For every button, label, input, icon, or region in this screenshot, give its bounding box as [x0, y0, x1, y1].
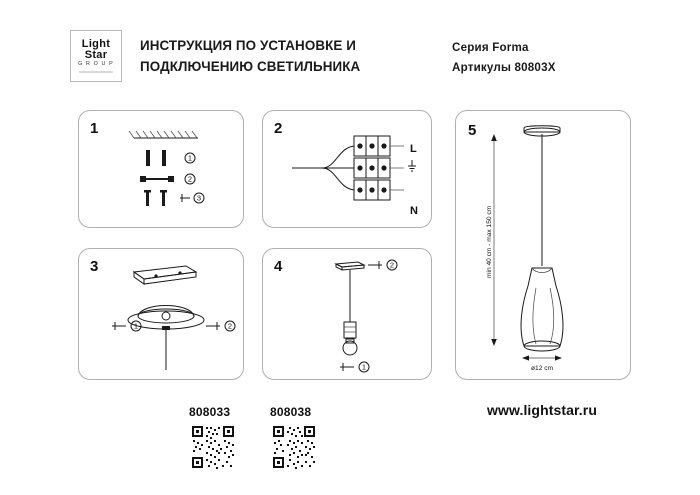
website-url[interactable]: www.lightstar.ru — [487, 402, 597, 418]
series-info — [452, 38, 682, 79]
step-2-number: 2 — [274, 120, 283, 137]
logo-line-1: Light — [81, 38, 111, 51]
height-dimension-label: min 40 cm - max 150 cm — [486, 205, 493, 278]
svg-text:3: 3 — [196, 193, 202, 203]
svg-text:2: 2 — [227, 321, 233, 331]
logo-line-3: G R O U P — [78, 61, 114, 68]
qr-code-808038 — [271, 424, 317, 470]
svg-text:1: 1 — [187, 153, 193, 163]
logo-bar — [79, 71, 113, 73]
step-4-illustration — [310, 256, 420, 376]
product-code-2: 808038 — [270, 405, 312, 419]
svg-text:1: 1 — [133, 321, 139, 331]
page-title-line-1: ИНСТРУКЦИЯ ПО УСТАНОВКЕ И — [140, 38, 356, 53]
step-5-illustration — [470, 118, 620, 372]
label-N: N — [410, 205, 418, 217]
step-1-illustration — [108, 118, 238, 222]
label-L: L — [410, 143, 417, 155]
step-5-number: 5 — [468, 122, 477, 139]
lightstar-logo — [70, 30, 122, 82]
product-code-1: 808033 — [189, 405, 231, 419]
step-2-terminal-labels — [404, 140, 428, 220]
page-title — [140, 36, 440, 78]
svg-text:2: 2 — [389, 260, 395, 270]
page-title-line-2: ПОДКЛЮЧЕНИЮ СВЕТИЛЬНИКА — [140, 58, 361, 74]
svg-text:1: 1 — [361, 362, 367, 372]
series-name: Серия Forma — [452, 41, 529, 54]
step-3-number: 3 — [90, 258, 99, 275]
logo-line-2: Star — [84, 49, 108, 62]
svg-text:2: 2 — [187, 174, 193, 184]
step-1-number: 1 — [90, 120, 99, 137]
article-numbers: Артикулы 80803X — [452, 61, 556, 75]
diameter-dimension-label: ø12 cm — [531, 365, 553, 372]
step-3-illustration — [100, 258, 242, 374]
step-4-number: 4 — [274, 258, 283, 275]
qr-code-808033 — [190, 424, 236, 470]
